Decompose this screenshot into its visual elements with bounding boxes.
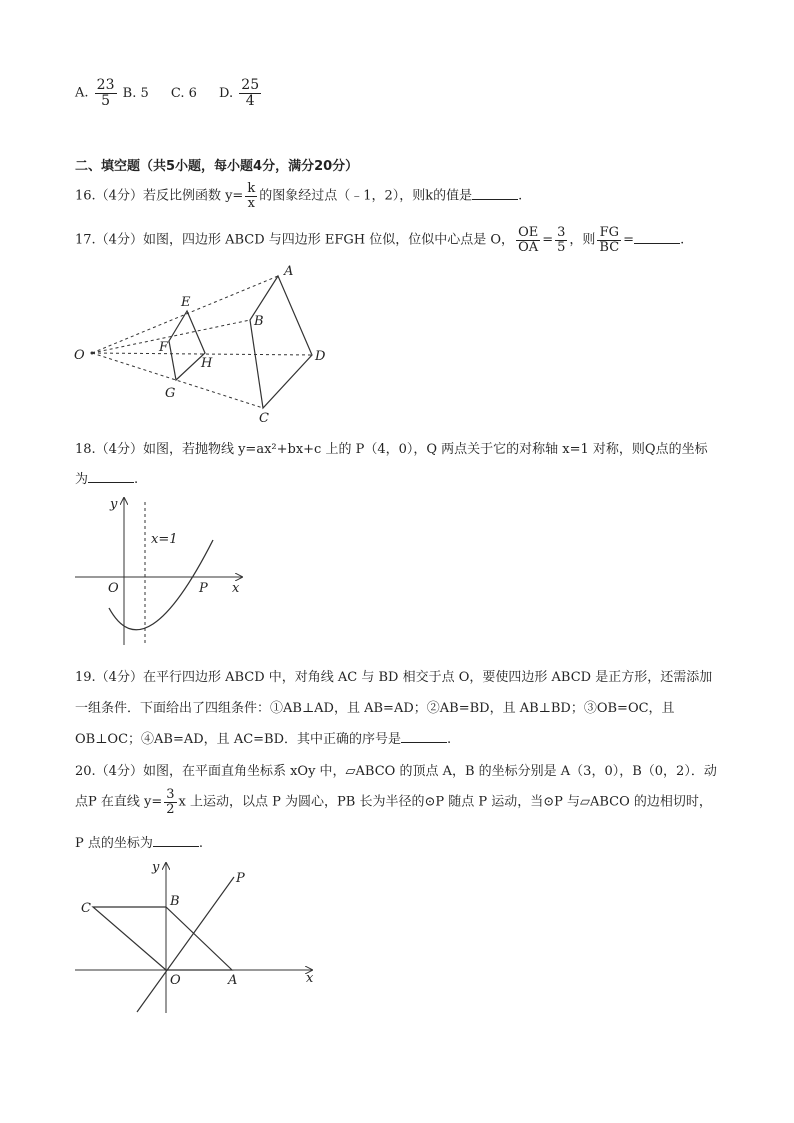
q17-f2-numerator: 3 [557, 225, 566, 240]
q17-f3-denominator: BC [599, 239, 620, 255]
q20-line2-suffix: x 上运动，以点 P 为圆心，PB 长为半径的⊙P 随点 P 运动，当⊙P 与▱ABCO 的边相切时， [178, 794, 712, 810]
q15-options [75, 78, 263, 108]
q17-fraction-oe-oa [516, 226, 540, 254]
q18-line2-prefix: 为 [75, 472, 89, 487]
question-18-line-2 [75, 468, 138, 487]
label-y: y [152, 860, 160, 875]
question-17 [75, 226, 684, 254]
label-g: G [165, 386, 176, 401]
option-d-denominator: 4 [245, 92, 255, 109]
q17-fraction-3-5 [555, 226, 567, 254]
q17-f3-numerator: FG [597, 226, 621, 241]
label-o: O [170, 973, 181, 988]
q17-figure [70, 262, 340, 428]
line-op [137, 877, 234, 1012]
q16-end: . [518, 188, 523, 204]
q20-answer-blank[interactable] [153, 834, 199, 847]
q20-end: . [198, 836, 204, 851]
q16-denominator: x [247, 195, 255, 211]
option-d-numerator: 25 [241, 77, 260, 93]
q19-end: . [447, 732, 452, 747]
q20-fraction [164, 788, 176, 816]
q19-line3-prefix: OB⊥OC；④AB=AD，且 AC=BD．其中正确的序号是 [75, 732, 402, 747]
label-axis: x=1 [151, 532, 178, 547]
q20-line3-prefix: P 点的坐标为 [75, 836, 153, 851]
q17-mid: ，则 [569, 232, 596, 248]
parallelogram-abco [93, 907, 232, 970]
question-20-line-2 [75, 788, 712, 816]
label-a: A [228, 973, 238, 988]
q20-denominator: 2 [166, 801, 175, 817]
question-18-line-1: 18.（4分）如图，若抛物线 y=ax²+bx+c 上的 P（4，0），Q 两点关于它的对称轴 x=1 对称，则Q点的坐标 [75, 442, 708, 457]
q17-fraction-fg-bc [597, 226, 621, 254]
q17-f1-denominator: OA [518, 239, 539, 255]
label-e: E [181, 295, 191, 310]
option-d-label: D. [219, 85, 234, 101]
option-a-fraction [95, 78, 117, 108]
label-f: F [159, 340, 169, 355]
q16-prefix: 16.（4分）若反比例函数 y= [75, 188, 244, 204]
q17-prefix: 17.（4分）如图，四边形 ABCD 与四边形 EFGH 位似，位似中心点是 O， [75, 232, 515, 248]
q16-suffix: 的图象经过点（﹣1，2），则k的值是 [259, 188, 473, 204]
q16-fraction [245, 182, 257, 210]
label-h: H [201, 356, 213, 371]
option-c: C. 6 [170, 85, 197, 101]
parabola [109, 540, 213, 630]
label-c: C [81, 901, 91, 916]
label-d: D [315, 349, 326, 364]
label-o: O [74, 348, 85, 363]
quad-efgh [169, 311, 205, 380]
q17-end: . [680, 232, 685, 248]
q16-answer-blank[interactable] [472, 187, 518, 200]
label-x: x [306, 971, 314, 986]
quad-abcd [250, 276, 312, 408]
q18-answer-blank[interactable] [88, 470, 134, 483]
question-19-line-1: 19.（4分）在平行四边形 ABCD 中，对角线 AC 与 BD 相交于点 O，要使四边形 ABCD 是正方形，还需添加 [75, 670, 713, 685]
label-x: x [232, 581, 240, 596]
q20-line2-prefix: 点P 在直线 y= [75, 794, 163, 810]
q17-equals: = [542, 232, 554, 248]
option-b: B. 5 [122, 85, 149, 101]
q17-f1-numerator: OE [518, 225, 539, 240]
option-a-numerator: 23 [96, 77, 115, 93]
question-20-line-1: 20.（4分）如图，在平面直角坐标系 xOy 中，▱ABCO 的顶点 A，B 的坐标分别是 A（3，0），B（0，2）．动 [75, 764, 717, 779]
q17-equals-2: = [623, 232, 635, 248]
label-y: y [110, 497, 118, 512]
q20-figure [72, 858, 322, 1016]
question-19-line-3 [75, 728, 451, 747]
label-b: B [254, 314, 264, 329]
label-b: B [170, 894, 180, 909]
q16-numerator: k [247, 181, 256, 196]
option-d-fraction [239, 78, 261, 108]
option-a-label: A. [75, 85, 89, 101]
q17-f2-denominator: 5 [557, 239, 566, 255]
section-title: 二、填空题（共5小题，每小题4分，满分20分） [75, 159, 359, 174]
q19-answer-blank[interactable] [401, 730, 447, 743]
q18-end: . [134, 472, 139, 487]
label-p: P [236, 871, 245, 886]
q20-numerator: 3 [166, 787, 175, 802]
label-p: P [199, 581, 208, 596]
q18-figure [72, 490, 252, 650]
label-a: A [284, 264, 294, 279]
q17-answer-blank[interactable] [634, 231, 680, 244]
label-o: O [108, 581, 119, 596]
label-c: C [259, 411, 269, 426]
question-20-line-3 [75, 832, 203, 851]
option-a-denominator: 5 [101, 92, 111, 109]
question-16 [75, 182, 522, 210]
question-19-line-2: 一组条件．下面给出了四组条件：①AB⊥AD，且 AB=AD；②AB=BD，且 AB⊥BD；③OB=OC，且 [75, 701, 675, 716]
